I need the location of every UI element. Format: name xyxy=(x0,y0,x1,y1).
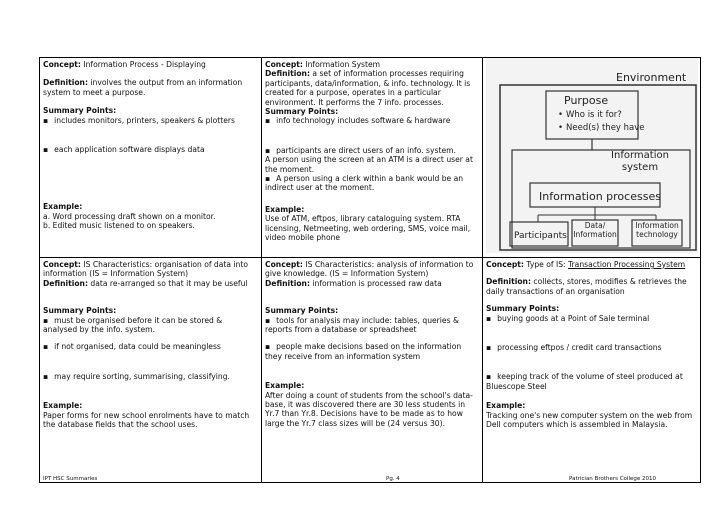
data-label-wrap xyxy=(572,221,618,247)
summary-point: ▪ must be organised before it can be stored & analysed by the info. system. xyxy=(43,316,258,335)
concept-text: IS Characteristics: analysis of information to give knowledge. (IS = Information System) xyxy=(265,260,474,279)
summary-point: ▪ A person using a clerk within a bank would be an indirect user at the moment. xyxy=(265,174,479,193)
purpose-label: Purpose xyxy=(564,94,609,107)
cell-organisation xyxy=(40,258,261,482)
system-label: Information system xyxy=(611,150,669,173)
cell-tps xyxy=(483,258,700,482)
concept-label: Concept: xyxy=(43,260,81,269)
definition-text: a set of information processes requiring participants, data/information, & info. technology. It is created for a purpose, operates in a particular environment. It performs the 7 info. processes. xyxy=(265,69,471,107)
concept-text: Information Process - Displaying xyxy=(83,60,206,69)
concept-text: IS Characteristics: organisation of data into information (IS = Information System) xyxy=(43,260,248,279)
concept-text: Information System xyxy=(305,60,381,69)
cell-information-system xyxy=(262,58,482,257)
concept-label: Concept: xyxy=(486,260,524,269)
technology-label-wrap xyxy=(632,221,682,247)
example-text: After doing a count of students from the school's data-base, it was discovered there are 30 less students in Yr.7 than Yr.8. Decisions have to be made as to how large the Yr.7 class sizes will be (24 versus 30). xyxy=(265,390,473,428)
concept-text: Transaction Processing System xyxy=(568,260,686,269)
summary-point: ▪ each application software displays data xyxy=(43,145,258,154)
summary-point: ▪ if not organised, data could be meaningless xyxy=(43,342,258,351)
purpose-item: Need(s) they have xyxy=(566,123,645,133)
concept-label: Concept: xyxy=(43,60,81,69)
participants-label: Participants xyxy=(514,231,567,241)
concept-label: Concept: xyxy=(265,60,303,69)
example-text: Paper forms for new school enrolments have to match the database fields that the school uses. xyxy=(43,410,250,430)
definition-text: involves the output from an information system to meet a purpose. xyxy=(43,78,243,97)
cell-displaying xyxy=(40,58,261,257)
information-system-diagram xyxy=(486,58,698,253)
example-text: Tracking one's new computer system on the web from Dell computers which is assembled in Malaysia. xyxy=(486,410,693,430)
summary-label: Summary Points: xyxy=(43,106,117,116)
summary-point: ▪ participants are direct users of an info. system. xyxy=(265,146,479,155)
definition-label: Definition: xyxy=(43,78,88,88)
data-label: Data/ Information xyxy=(573,221,617,239)
purpose-item: Who is it for? xyxy=(566,110,622,120)
example-text: a. Word processing draft shown on a monitor. xyxy=(43,211,216,221)
processes-label: Information processes xyxy=(539,190,661,203)
summary-point: ▪ processing eftpos / credit card transactions xyxy=(486,343,697,352)
example-text: b. Edited music listened to on speakers. xyxy=(43,221,195,231)
purpose-bullet: • xyxy=(558,123,564,133)
example-label: Example: xyxy=(43,202,83,212)
definition-label: Definition: xyxy=(265,278,310,288)
footer-left: IPT HSC Summaries xyxy=(43,476,98,482)
example-label: Example: xyxy=(265,204,305,214)
purpose-bullet: • xyxy=(558,110,564,120)
summary-point: ▪ includes monitors, printers, speakers & plotters xyxy=(43,116,258,125)
summary-point: ▪ keeping track of the volume of steel produced at Bluescope Steel xyxy=(486,372,697,391)
example-label: Example: xyxy=(265,381,305,391)
cell-analysis xyxy=(262,258,482,482)
footer-right: Patrician Brothers College 2010 xyxy=(569,476,656,482)
technology-label: Information technology xyxy=(635,221,679,239)
definition-text: collects, stores, modifies & retrieves the daily transactions of an organisation xyxy=(486,277,687,296)
page-number: Pg. 4 xyxy=(386,476,400,482)
definition-label: Definition: xyxy=(43,278,88,288)
example-text: Use of ATM, eftpos, library cataloguing system. RTA licensing, Netmeeting, web ordering, SMS, voice mail, video mobile phone xyxy=(265,214,471,243)
summary-point: A person using the screen at an ATM is a direct user at the moment. xyxy=(265,155,473,174)
summary-label: Summary Points: xyxy=(265,107,339,117)
summary-point: ▪ may require sorting, summarising, classifying. xyxy=(43,372,258,381)
summary-point: ▪ people make decisions based on the information they receive from an information system xyxy=(265,342,479,361)
summary-point: ▪ tools for analysis may include: tables, queries & reports from a database or spreadsheet xyxy=(265,316,479,335)
example-label: Example: xyxy=(43,401,83,411)
example-label: Example: xyxy=(486,401,526,411)
system-label-wrap xyxy=(594,150,686,184)
concept-label: Concept: xyxy=(265,260,303,269)
definition-text: data re-arranged so that it may be useful xyxy=(90,278,248,288)
summary-label: Summary Points: xyxy=(486,304,560,314)
summary-point: ▪ buying goods at a Point of Sale terminal xyxy=(486,314,697,323)
definition-text: information is processed raw data xyxy=(312,278,442,288)
page-footer xyxy=(39,476,701,483)
environment-label: Environment xyxy=(616,71,687,84)
summary-point: ▪ info technology includes software & hardware xyxy=(265,116,479,125)
summary-label: Summary Points: xyxy=(265,306,339,316)
concept-prefix: Type of IS: xyxy=(526,260,566,269)
definition-label: Definition: xyxy=(265,69,310,79)
definition-label: Definition: xyxy=(486,277,531,287)
summary-label: Summary Points: xyxy=(43,306,117,316)
